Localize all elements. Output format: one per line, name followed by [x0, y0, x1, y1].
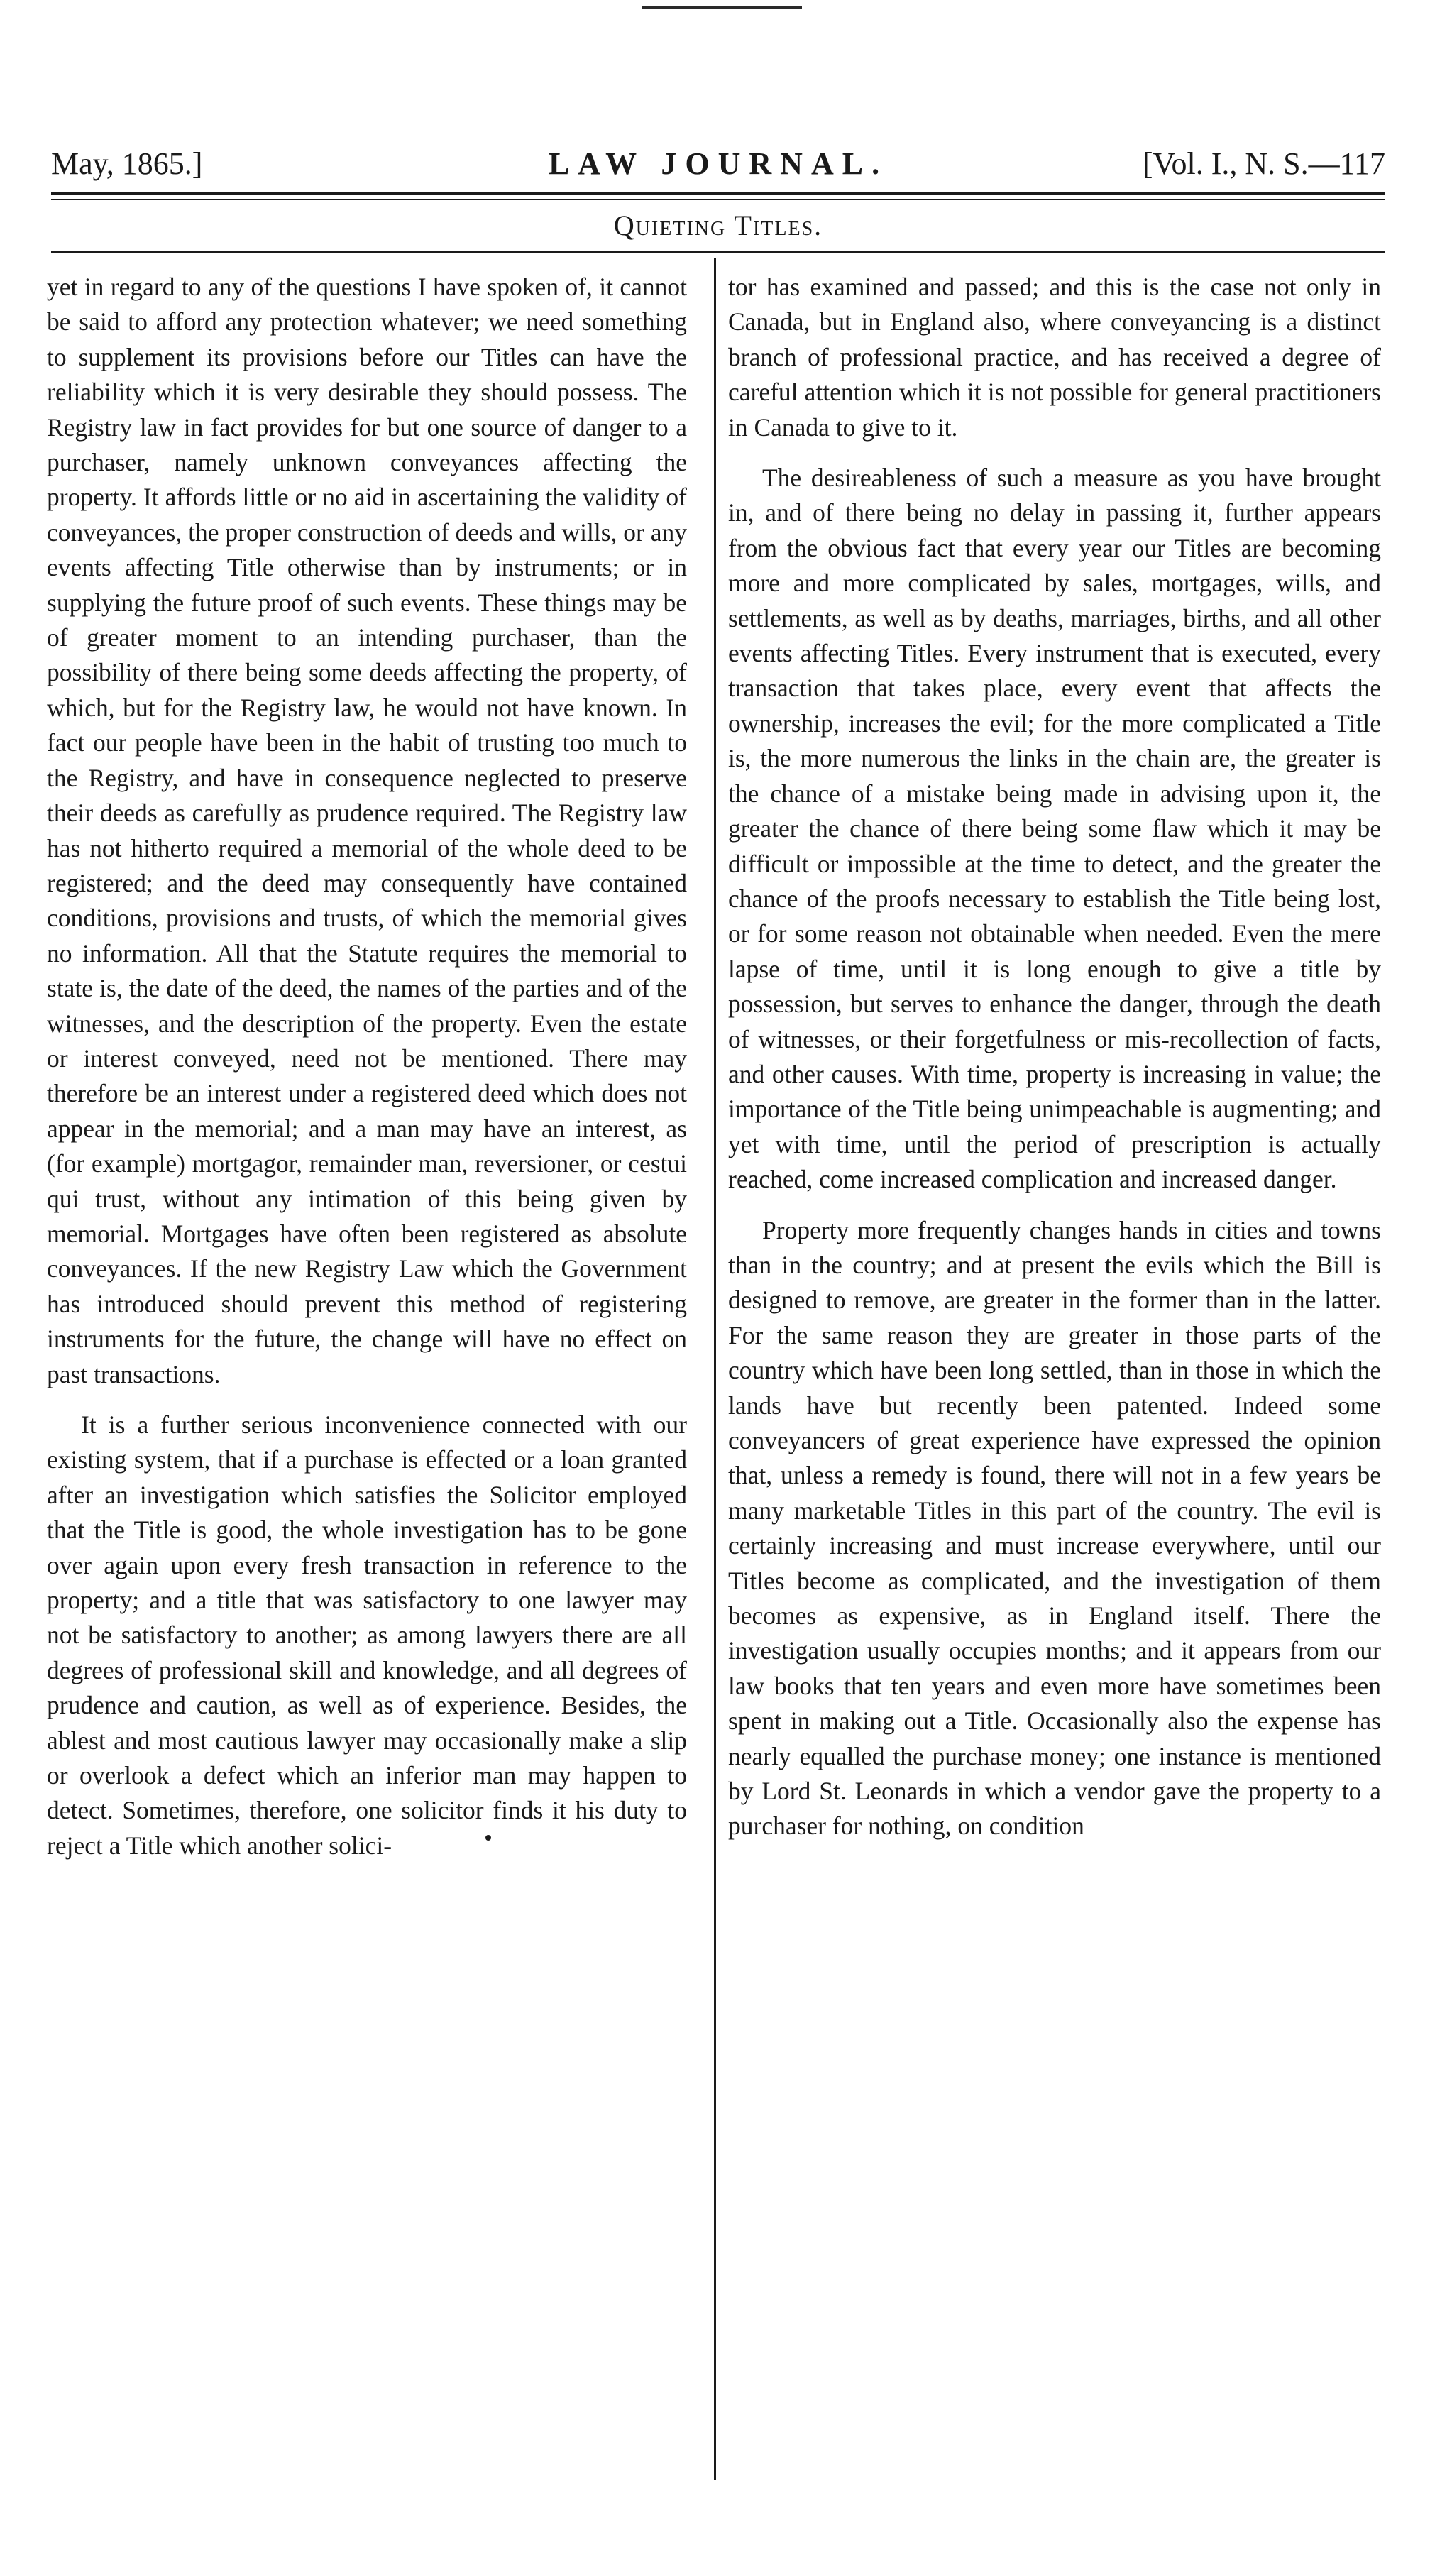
running-head	[51, 139, 1385, 189]
right-paragraph-2: The desireableness of such a measure as you have brought in, and of there being no delay in passing it, further appears from the obvious fact that every year our Titles are becoming more and more complicated by sales, mortgages, wills, and settlements, as well as by deaths, marriages, births, and all other events affecting Titles. Every instrument that is executed, every transaction that takes place, every event that affects the ownership, increases the evil; for the more complicated a Title is, the more numerous the links in the chain are, the greater is the chance of a mistake being made in advising upon it, the greater the chance of there being some flaw which it may be difficult or impossible at the time to detect, and the greater the chance of the proofs necessary to establish the Title being lost, or for some reason not obtainable when needed. Even the mere lapse of time, until it is long enough to give a title by possession, but serves to enhance the danger, through the death of witnesses, or their forgetfulness or mis-recollection of facts, and other causes. With time, property is increasing in value; the importance of the Title being unimpeachable is augmenting; and yet with time, until the period of prescription is actually reached, come increased complication and increased danger.	[728, 464, 1381, 1194]
right-paragraph-3: Property more frequently changes hands in cities and towns than in the country; and at present the evils which the Bill is designed to remove, are greater in the former than in the latter. For the same reason they are greater in those parts of the country which have been long settled, than in those in which the lands have but recently been patented. Indeed some conveyancers of great experience have expressed the opinion that, unless a remedy is found, there will not in a few years be many marketable Titles in this part of the country. The evil is certainly increasing and must increase everywhere, until our Titles become as complicated, and the investigation of them becomes as expensive, as in England itself. There the investigation usually occupies months; and it appears from our law books that ten years and even more have sometimes been spent in making out a Title. Occasionally also the expense has nearly equalled the purchase money; one instance is mentioned by Lord St. Leonards in which a vendor gave the property to a purchaser for nothing, on condition	[728, 1215, 1381, 1841]
left-paragraph-2: It is a further serious inconvenience connected with our existing system, that if a purchase is effected or a loan granted after an investigation which satisfies the Solicitor employed that the Title is good, the whole investigation has to be gone over again upon every fresh transaction in reference to the property; and a title that was satisfactory to one lawyer may not be satisfactory to another; as among lawyers there are all degrees of professional skill and knowledge, and all degrees of prudence and caution, as well as of experience. Besides, the ablest and most cautious lawyer may occasionally make a slip or overlook a defect which an inferior man may happen to detect. Sometimes, therefore, one solicitor finds it his duty to reject a Title which another solici-	[47, 1410, 687, 1860]
header-rule-thin	[51, 199, 1385, 200]
right-paragraph-1: tor has examined and passed; and this is the case not only in Canada, but in England also, where conveyancing is a distinct branch of professional practice, and has received a degree of careful attention which it is not possible for general practitioners in Canada to give to it.	[728, 273, 1381, 442]
left-paragraph-1: yet in regard to any of the questions I have spoken of, it cannot be said to afford any protection whatever; we need something to supplement its provisions before our Titles can have the reliability which it is very desirable they should possess. The Registry law in fact provides for but one source of danger to a purchaser, namely unknown conveyances affecting the property. It affords little or no aid in ascertaining the validity of conveyances, the proper construction of deeds and wills, or any events affecting Title otherwise than by instruments; or in supplying the future proof of such events. These things may be of greater moment to an intending purchaser, than the possibility of there being some deeds affecting the property, of which, but for the Registry law, he would not have known. In fact our people have been in the habit of trusting too much to the Registry, and have in consequence neglected to preserve their deeds as carefully as prudence required. The Registry law has not hitherto required a memorial of the whole deed to be registered; and the deed may consequently have contained conditions, provisions and trusts, of which the memorial gives no information. All that the Statute requires the memorial to state is, the date of the deed, the names of the parties and of the witnesses, and the description of the property. Even the estate or interest conveyed, need not be mentioned. There may therefore be an interest under a registered deed which does not appear in the memorial; and a man may have an interest, as (for example) mortgagor, remainder man, reversioner, or cestui qui trust, without any intimation of this being given by memorial. Mortgages have often been registered as absolute conveyances. If the new Registry Law which the Government has introduced should prevent this method of registering instruments for the future, the change will have no effect on past transactions.	[47, 273, 688, 1388]
header-date: May, 1865.]	[51, 146, 203, 181]
section-title: Quieting Titles.	[613, 209, 823, 241]
header-rule-thick	[51, 192, 1385, 195]
header-volume: [Vol. I., N. S.—117	[1142, 146, 1385, 181]
top-scan-mark	[642, 6, 802, 9]
left-column	[47, 270, 687, 1879]
header-journal-title: LAW JOURNAL.	[548, 146, 889, 181]
column-divider	[714, 258, 716, 2480]
right-column	[728, 270, 1381, 1860]
print-speck	[485, 1835, 491, 1841]
title-rule	[51, 251, 1385, 253]
